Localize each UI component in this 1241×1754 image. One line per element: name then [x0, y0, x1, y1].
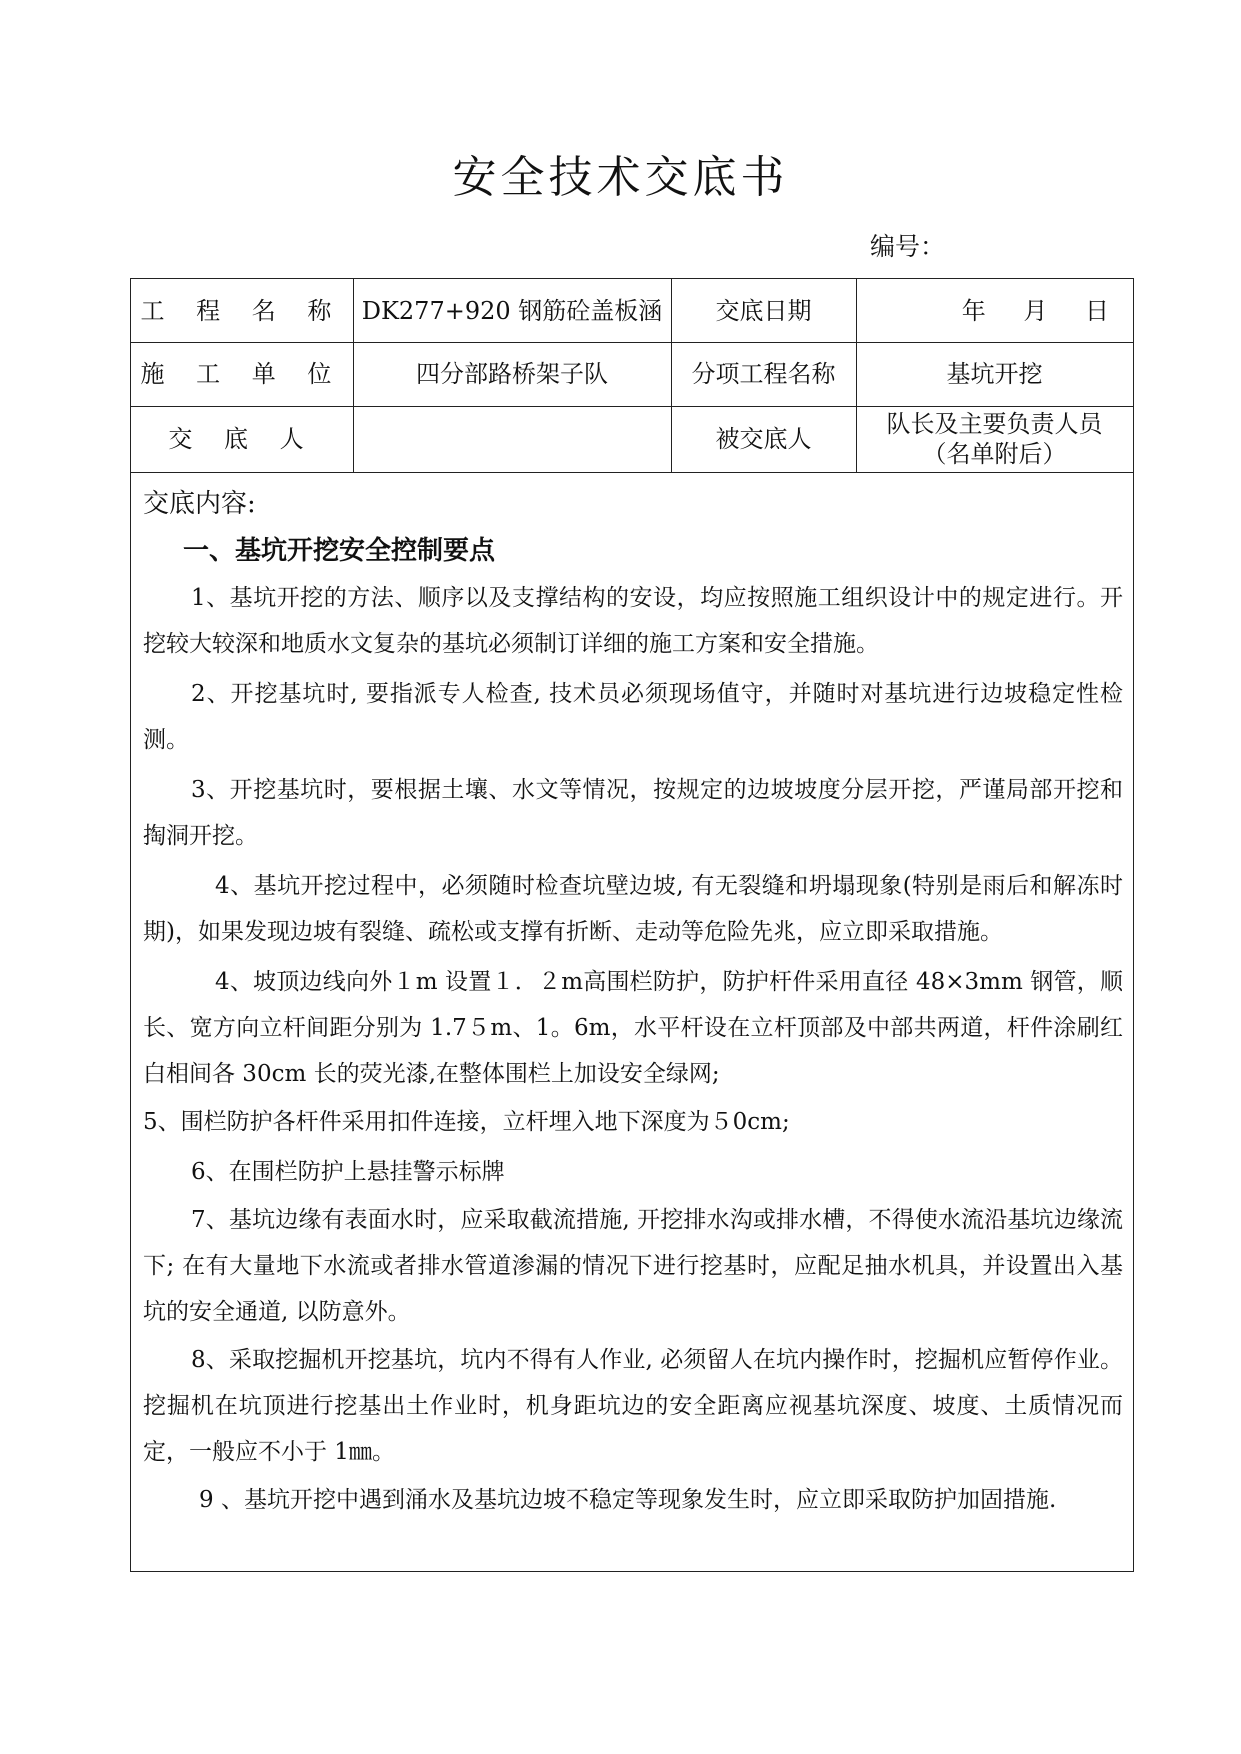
- paragraph-item: 4、坡顶边线向外１m 设置１．２m高围栏防护，防护杆件采用直径 48×3mm 钢管，顺长、宽方向立杆间距分别为 1.7５m、1。6m，水平杆设在立杆顶部及中部共两道，杆件涂刷红白相间各 30cm 长的荧光漆,在整体围栏上加设安全绿网;: [143, 969, 1123, 1087]
- paragraph-item: 8、采取挖掘机开挖基坑，坑内不得有人作业, 必须留人在坑内操作时，挖掘机应暂停作业。挖掘机在坑顶进行挖基出土作业时，机身距坑边的安全距离应视基坑深度、坡度、土质情况而定，一般应不小于 1㎜。: [143, 1347, 1123, 1465]
- recipient-label: 被交底人: [715, 425, 812, 453]
- paragraph-item: 2、开挖基坑时, 要指派专人检查, 技术员必须现场值守，并随时对基坑进行边坡稳定性检测。: [143, 681, 1123, 753]
- presenter-label: 交 底 人: [168, 425, 316, 453]
- serial-number-label: 编号：: [870, 232, 946, 261]
- paragraph-item: 3、开挖基坑时，要根据土壤、水文等情况，按规定的边坡坡度分层开挖，严谨局部开挖和掏洞开挖。: [143, 777, 1123, 849]
- construction-unit-value: 四分部路桥架子队: [416, 360, 608, 388]
- subproject-name-label: 分项工程名称: [691, 360, 836, 388]
- content-label: 交底内容:: [143, 489, 256, 519]
- subproject-name-value: 基坑开挖: [946, 360, 1043, 388]
- disclosure-table: [130, 278, 1134, 1572]
- disclosure-date-value: 年 月 日: [961, 296, 1109, 325]
- paragraph-item: 1、基坑开挖的方法、顺序以及支撑结构的安设，均应按照施工组织设计中的规定进行。开挖较大较深和地质水文复杂的基坑必须制订详细的施工方案和安全措施。: [143, 585, 1123, 657]
- project-name-value: DK277+920 钢筋砼盖板涵: [361, 296, 663, 325]
- section-heading: 一、基坑开挖安全控制要点: [183, 536, 496, 566]
- paragraph-item: 5、围栏防护各杆件采用扣件连接，立杆埋入地下深度为５0cm;: [143, 1109, 790, 1135]
- recipient-value-line2: （名单附后）: [922, 440, 1067, 468]
- row-divider: [131, 472, 1133, 473]
- recipient-value: [856, 406, 1133, 472]
- paragraph-item: 6、在围栏防护上悬挂警示标牌: [191, 1159, 505, 1185]
- project-name-label: 工 程 名 称: [140, 296, 344, 325]
- construction-unit-label: 施 工 单 位: [140, 360, 344, 388]
- disclosure-date-label: 交底日期: [715, 296, 812, 325]
- document-title: 安全技术交底书: [452, 152, 789, 203]
- paragraph-item: 4、基坑开挖过程中，必须随时检查坑壁边坡, 有无裂缝和坍塌现象(特别是雨后和解冻时期)，如果发现边坡有裂缝、疏松或支撑有折断、走动等危险先兆，应立即采取措施。: [143, 873, 1123, 945]
- presenter-value: [353, 406, 671, 472]
- recipient-value-line1: 队长及主要负责人员: [886, 410, 1103, 438]
- paragraph-item: 9 、基坑开挖中遇到涌水及基坑边坡不稳定等现象发生时，应立即采取防护加固措施.: [199, 1487, 1057, 1513]
- paragraph-item: 7、基坑边缘有表面水时，应采取截流措施, 开挖排水沟或排水槽，不得使水流沿基坑边缘流下; 在有大量地下水流或者排水管道渗漏的情况下进行挖基时，应配足抽水机具，并设置出入基坑的安全通道, 以防意外。: [143, 1207, 1123, 1325]
